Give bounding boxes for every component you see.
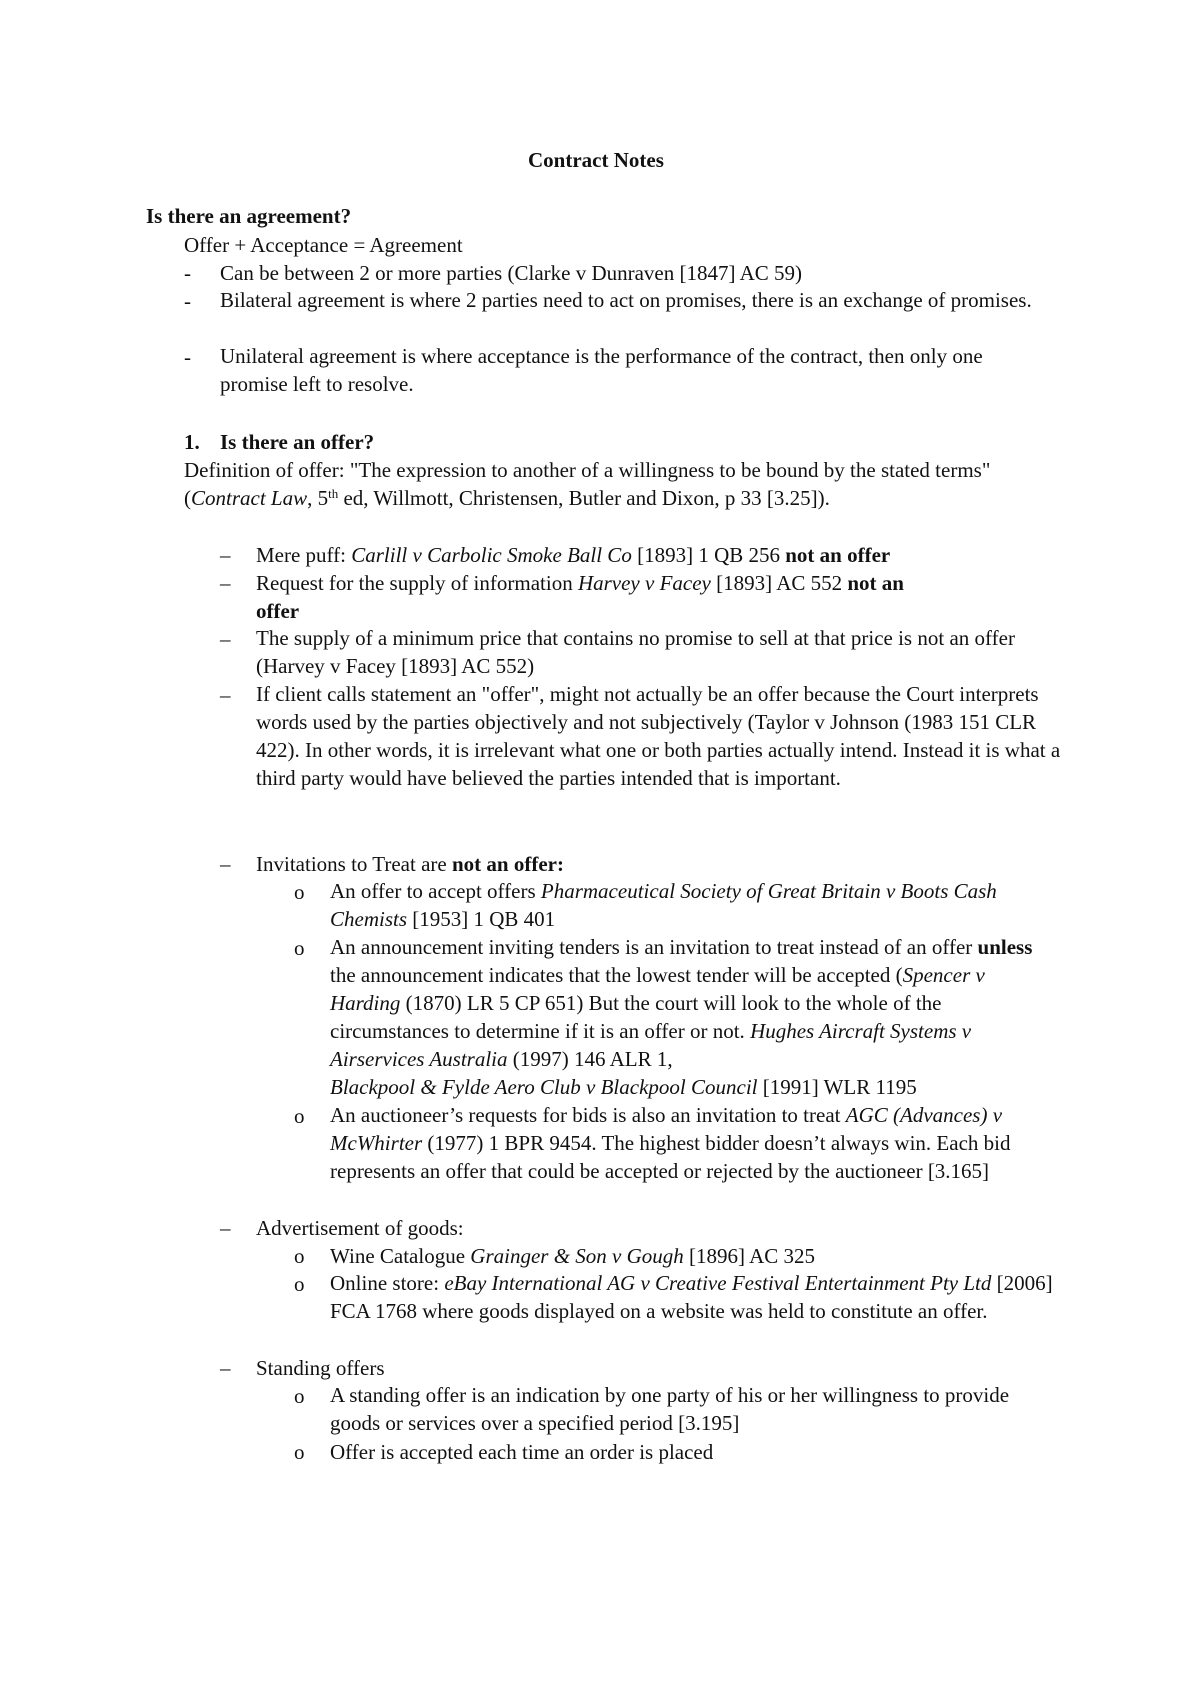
sub-bullet-marker: o — [294, 1272, 305, 1296]
section-heading-agreement: Is there an agreement? — [146, 204, 352, 228]
sub-item-standing-accepted: Offer is accepted each time an order is placed — [330, 1440, 714, 1464]
dash-marker: – — [220, 1356, 231, 1380]
dash-marker: – — [220, 1216, 231, 1240]
section-number: 1. — [184, 430, 200, 454]
list-item-client-calls: If client calls statement an "offer", might not actually be an offer because the Court interprets words used by the parties objectively and not subjectively (Taylor v Johnson (1983 151 CLR 422). In other words, it is irrelevant what one or both parties actually intend. Instead it is what a third party would have believed the parties intended that is important. — [256, 682, 1061, 790]
sub-bullet-marker: o — [294, 880, 305, 904]
list-item: Bilateral agreement is where 2 parties need to act on promises, there is an exchange of promises. — [220, 288, 1032, 312]
list-item-request-info-cont: offer — [256, 599, 300, 623]
list-item-mere-puff: Mere puff: Carlill v Carbolic Smoke Ball Co [1893] 1 QB 256 not an offer — [256, 543, 891, 567]
dash-marker: – — [220, 627, 231, 651]
list-item-invitations: Invitations to Treat are not an offer: — [256, 852, 564, 876]
sub-item-wine-catalogue: Wine Catalogue Grainger & Son v Gough [1896] AC 325 — [330, 1244, 816, 1268]
list-item-advertisement: Advertisement of goods: — [256, 1216, 464, 1240]
sub-bullet-marker: o — [294, 1384, 305, 1408]
section-heading-offer: Is there an offer? — [220, 430, 375, 454]
list-item-request-info: Request for the supply of information Harvey v Facey [1893] AC 552 not an — [256, 571, 904, 595]
list-item: Can be between 2 or more parties (Clarke v Dunraven [1847] AC 59) — [220, 261, 802, 285]
list-item: Unilateral agreement is where acceptance is the performance of the contract, then only one promise left to resolve. — [220, 344, 983, 396]
sub-bullet-marker: o — [294, 1104, 305, 1128]
offer-definition: Definition of offer: "The expression to another of a willingness to be bound by the stated terms" (Contract Law, 5th ed, Willmott, Christensen, Butler and Dixon, p 33 [3.25]). — [184, 458, 991, 510]
dash-marker: – — [220, 852, 231, 876]
list-item-standing-offers: Standing offers — [256, 1356, 385, 1380]
sub-item-online-store: Online store: eBay International AG v Creative Festival Entertainment Pty Ltd [2006] FCA 1768 where goods displayed on a website was held to constitute an offer. — [330, 1271, 1053, 1323]
sub-bullet-marker: o — [294, 1244, 305, 1268]
list-item-min-price: The supply of a minimum price that contains no promise to sell at that price is not an offer (Harvey v Facey [1893] AC 552) — [256, 626, 1015, 678]
sub-item-offer-to-accept: An offer to accept offers Pharmaceutical Society of Great Britain v Boots Cash Chemists [1953] 1 QB 401 — [330, 879, 997, 931]
sub-item-tenders: An announcement inviting tenders is an invitation to treat instead of an offer unless the announcement indicates that the lowest tender will be accepted (Spencer v Harding (1870) LR 5 CP 651) But the court will look to the whole of the circumstances to determine if it is an offer or not. Hughes Aircraft Systems v Airservices Australia (1997) 146 ALR 1, Blackpool & Fylde Aero Club v Blackpool Council [1991] WLR 1195 — [330, 935, 1033, 1099]
dash-marker: – — [220, 683, 231, 707]
sub-item-standing-def: A standing offer is an indication by one party of his or her willingness to provide goods or services over a specified period [3.195] — [330, 1383, 1010, 1435]
dash-marker: – — [220, 571, 231, 595]
sub-bullet-marker: o — [294, 1440, 305, 1464]
sub-bullet-marker: o — [294, 936, 305, 960]
agreement-formula: Offer + Acceptance = Agreement — [184, 233, 463, 257]
dash-marker: – — [220, 543, 231, 567]
bullet-marker: - — [184, 289, 191, 313]
bullet-marker: - — [184, 345, 191, 369]
sub-item-auctioneer: An auctioneer’s requests for bids is also an invitation to treat AGC (Advances) v McWhirter (1977) 1 BPR 9454. The highest bidder doesn’t always win. Each bid represents an offer that could be accepted or rejected by the auctioneer [3.165] — [330, 1103, 1011, 1183]
document-title: Contract Notes — [528, 148, 664, 172]
bullet-marker: - — [184, 261, 191, 285]
